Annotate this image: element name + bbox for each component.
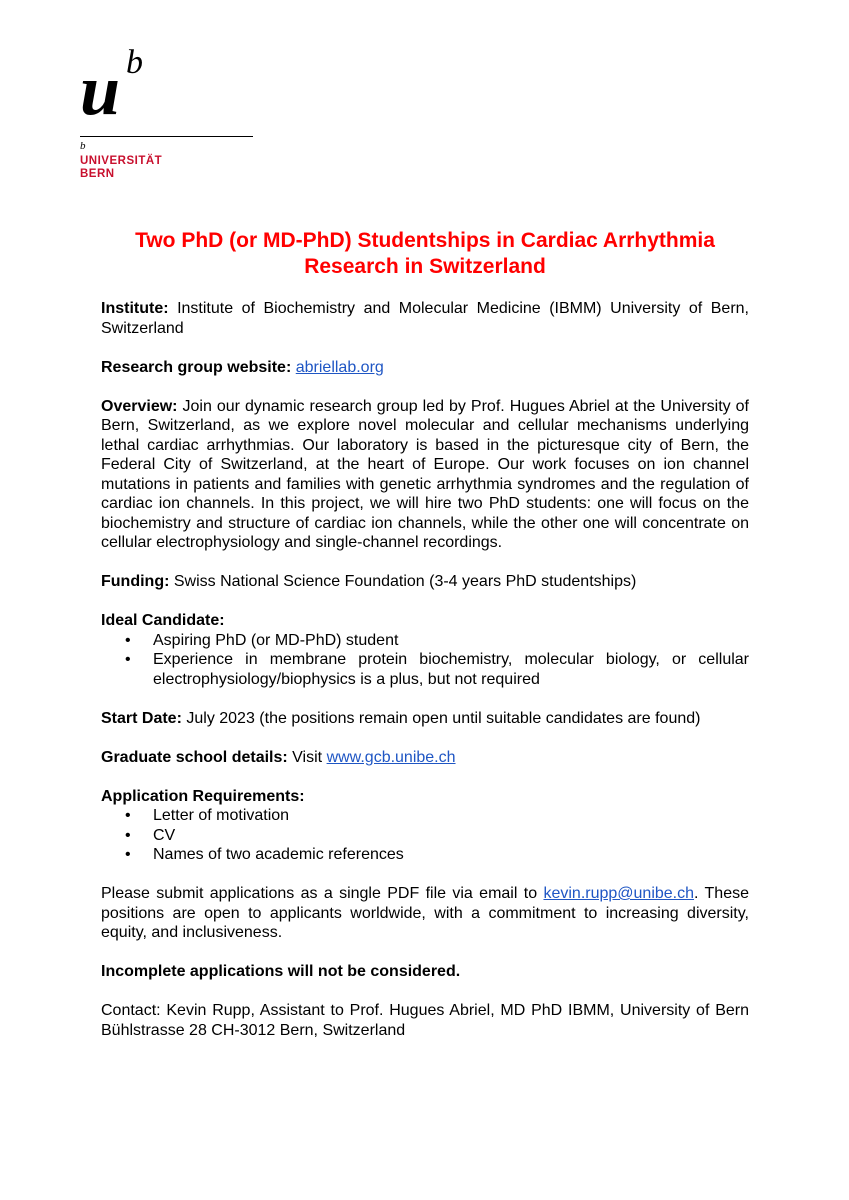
page-title — [60, 228, 790, 280]
bullet-icon: • — [125, 807, 131, 824]
list-item — [101, 806, 749, 826]
overview-text: Join our dynamic research group led by Prof. Hugues Abriel at the University of Bern, Switzerland, as we explore novel molecular and cellular mechanisms underlying lethal cardiac arrhythmias. Our laboratory is based in the picturesque city of Bern, the Federal City of Switzerland, at the heart of Europe. Our work focuses on ion channel mutations in patients and families with genetic arrhythmia syndromes and the regulation of cardiac ion channels. In this project, we will hire two PhD students: one will focus on the biochemistry and structure of cardiac ion channels, while the other one will concentrate on cellular electrophysiology and single-channel recordings. — [101, 397, 749, 551]
bullet-icon: • — [125, 846, 131, 863]
overview-label: Overview: — [101, 397, 178, 415]
funding-label: Funding: — [101, 573, 170, 590]
requirements-heading: Application Requirements: — [101, 787, 305, 805]
overview-section — [101, 397, 749, 553]
list-item — [101, 845, 749, 865]
graduate-section — [101, 748, 749, 768]
list-item — [101, 650, 749, 689]
bullet-icon: • — [125, 826, 131, 844]
website-section — [101, 358, 749, 378]
list-item-text: Names of two academic references — [153, 846, 404, 863]
bullet-icon: • — [125, 651, 131, 668]
title-line-2: Research in Switzerland — [304, 255, 546, 278]
submit-section — [101, 884, 749, 943]
list-item-text: Letter of motivation — [153, 807, 290, 824]
logo-university-line: UNIVERSITÄT — [80, 155, 163, 167]
institute-text: Institute of Biochemistry and Molecular Medicine (IBMM) University of Bern, Switzerland — [101, 300, 749, 337]
logo-university-name — [80, 155, 162, 181]
graduate-label: Graduate school details: — [101, 748, 288, 766]
candidate-heading: Ideal Candidate: — [101, 612, 225, 629]
list-item — [101, 826, 749, 846]
logo-mark-u: u — [80, 50, 121, 130]
graduate-link[interactable]: www.gcb.unibe.ch — [326, 748, 456, 766]
list-item-text: CV — [153, 826, 176, 844]
requirements-list — [101, 806, 749, 865]
logo-small-b: b — [80, 140, 86, 152]
funding-text: Swiss National Science Foundation (3-4 years PhD studentships) — [173, 573, 637, 590]
logo-divider — [80, 136, 253, 137]
logo-mark-b: b — [126, 44, 143, 81]
submit-text-before: Please submit applications as a single PDF file via email to — [101, 885, 538, 902]
logo-city-line: BERN — [80, 168, 115, 180]
title-line-1: Two PhD (or MD-PhD) Studentships in Cardiac Arrhythmia — [135, 229, 715, 252]
funding-section — [101, 572, 749, 592]
list-item-text: Aspiring PhD (or MD-PhD) student — [153, 631, 399, 649]
candidate-list — [101, 631, 749, 690]
list-item — [101, 631, 749, 651]
start-date-section — [101, 709, 749, 729]
start-date-text: July 2023 (the positions remain open until suitable candidates are found) — [186, 709, 701, 727]
start-date-label: Start Date: — [101, 709, 182, 727]
submit-text-after: . These positions are open to applicants worldwide, with a commitment to increasing diversity, equity, and inclusiveness. — [101, 885, 750, 941]
document-body — [101, 299, 749, 1060]
contact-section: Contact: Kevin Rupp, Assistant to Prof. Hugues Abriel, MD PhD IBMM, University of Bern Bühlstrasse 28 CH-3012 Bern, Switzerland — [101, 1002, 749, 1039]
bullet-icon: • — [125, 631, 131, 649]
institute-label: Institute: — [101, 300, 169, 317]
website-link[interactable]: abriellab.org — [295, 358, 384, 376]
email-link[interactable]: kevin.rupp@unibe.ch — [543, 885, 695, 902]
graduate-text: Visit — [292, 748, 323, 766]
website-label: Research group website: — [101, 358, 292, 376]
incomplete-notice: Incomplete applications will not be considered. — [101, 963, 461, 980]
institute-section — [101, 299, 749, 338]
university-of-bern-logo — [80, 44, 260, 184]
list-item-text: Experience in membrane protein biochemistry, molecular biology, or cellular electrophysiology/biophysics is a plus, but not required — [153, 651, 749, 688]
